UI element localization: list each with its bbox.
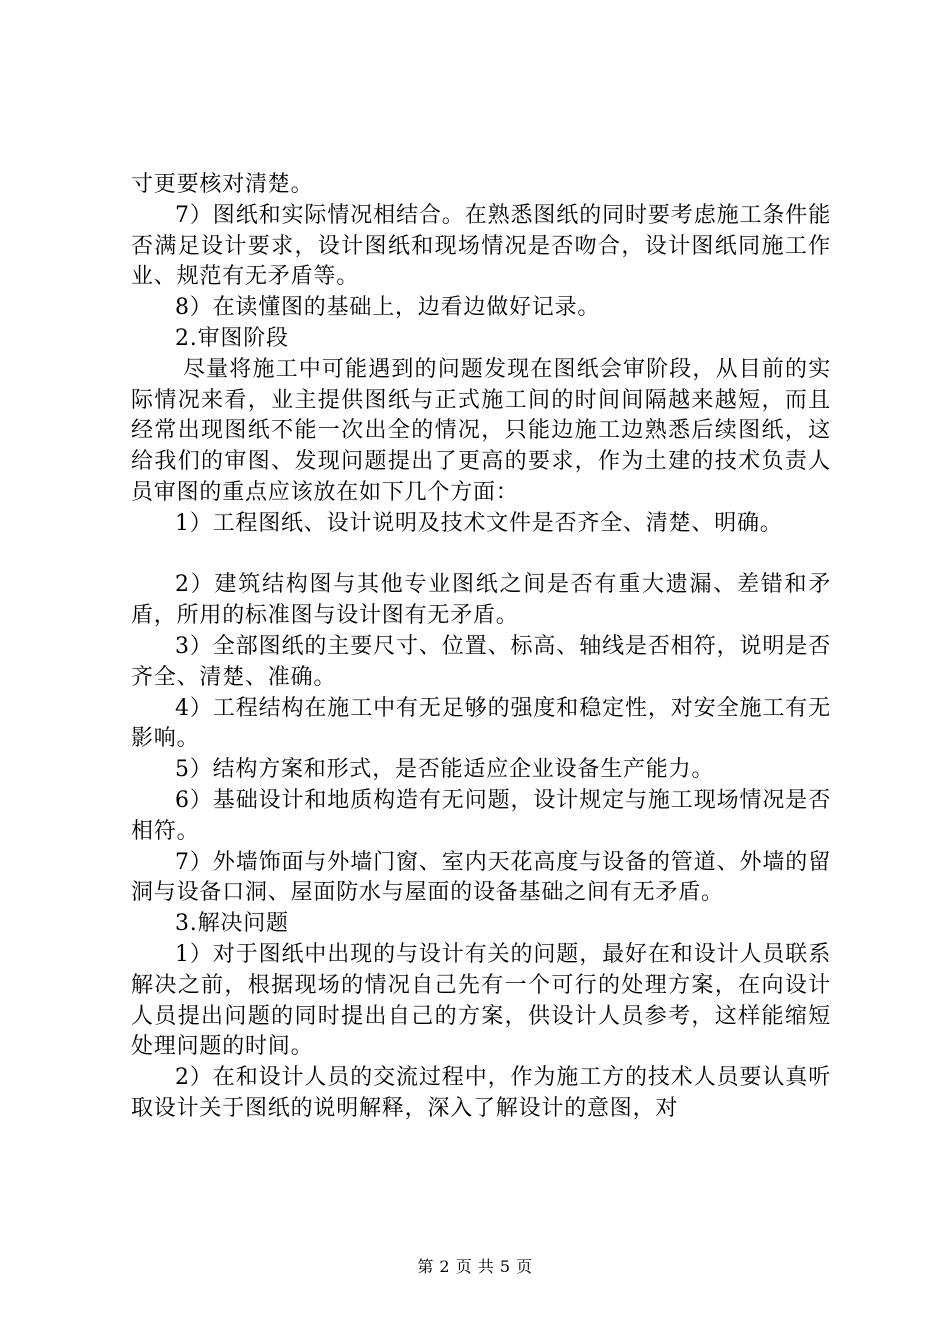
document-body [131,170,831,1125]
review-item-2: 2）建筑结构图与其他专业图纸之间是否有重大遗漏、差错和矛盾，所用的标准图与设计图有无矛盾。 [131,572,831,629]
section-heading-solve: 3.解决问题 [175,911,289,937]
review-item-3: 3）全部图纸的主要尺寸、位置、标高、轴线是否相符，说明是否齐全、清楚、准确。 [131,633,831,690]
review-item-5: 5）结构方案和形式，是否能适应企业设备生产能力。 [175,757,715,783]
section-heading-review: 2.审图阶段 [175,325,289,351]
blank-line [131,540,831,571]
page-footer: 第 2 页 共 5 页 [417,1257,533,1276]
review-item-1: 1）工程图纸、设计说明及技术文件是否齐全、清楚、明确。 [175,510,783,536]
paragraph-item-8: 8）在读懂图的基础上，边看边做好记录。 [175,295,601,321]
review-item-7: 7）外墙饰面与外墙门窗、室内天花高度与设备的管道、外墙的留洞与设备口洞、屋面防水与屋面的设备基础之间有无矛盾。 [131,849,831,906]
review-item-6: 6）基础设计和地质构造有无问题，设计规定与施工现场情况是否相符。 [131,787,831,844]
paragraph-item-7: 7）图纸和实际情况相结合。在熟悉图纸的同时要考虑施工条件能否满足设计要求，设计图纸和现场情况是否吻合，设计图纸同施工作业、规范有无矛盾等。 [131,202,831,290]
solve-item-2: 2）在和设计人员的交流过程中，作为施工方的技术人员要认真听取设计关于图纸的说明解释，深入了解设计的意图，对 [131,1065,831,1121]
review-item-4: 4）工程结构在施工中有无足够的强度和稳定性，对安全施工有无影响。 [131,695,831,752]
paragraph-continuation: 寸更要核对清楚。 [131,172,314,197]
paragraph-review-intro: 尽量将施工中可能遇到的问题发现在图纸会审阶段，从目前的实际情况来看，业主提供图纸与正式施工间的时间间隔越来越短，而且经常出现图纸不能一次出全的情况，只能边施工边熟悉后续图纸，这给我们的审图、发现问题提出了更高的要求，作为土建的技术负责人员审图的重点应该放在如下几个方面： [131,356,831,505]
solve-item-1: 1）对于图纸中出现的与设计有关的问题，最好在和设计人员联系解决之前，根据现场的情况自己先有一个可行的处理方案，在向设计人员提出问题的同时提出自己的方案，供设计人员参考，这样能缩短处理问题的时间。 [131,941,831,1060]
